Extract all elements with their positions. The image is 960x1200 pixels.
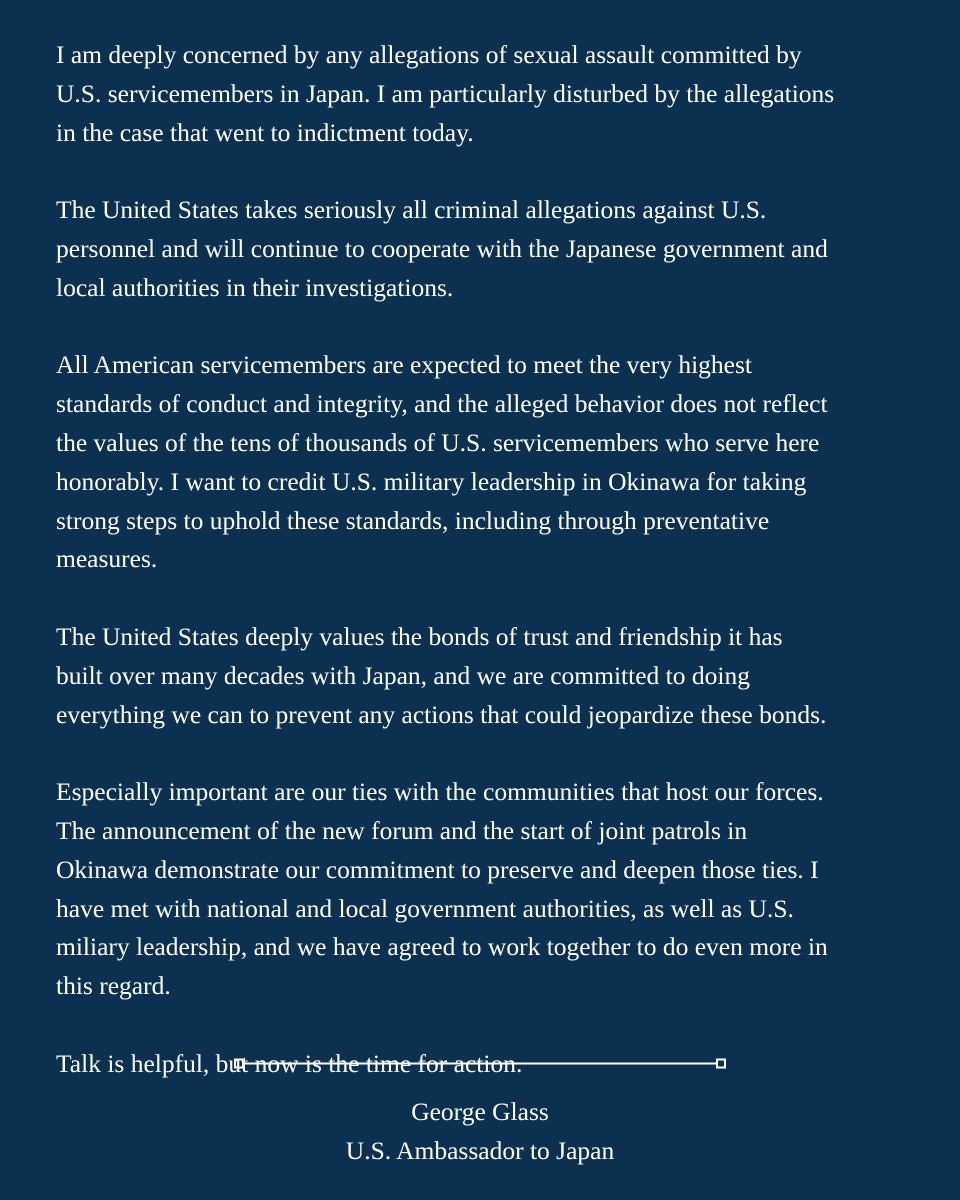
signature-name: George Glass xyxy=(411,1097,549,1126)
paragraph-line: All American servicemembers are expected to meet the very highest xyxy=(56,350,753,380)
statement-paragraph xyxy=(56,773,916,1006)
paragraph-line: the values of the tens of thousands of U.S. servicemembers who serve here xyxy=(56,427,820,457)
statement-body xyxy=(56,36,960,1084)
paragraph-line: I am deeply concerned by any allegations of sexual assault committed by xyxy=(56,40,802,69)
paragraph-line: personnel and will continue to cooperate with the Japanese government and xyxy=(56,233,828,263)
divider-right-endpoint xyxy=(717,1060,725,1068)
paragraph-line: local authorities in their investigations. xyxy=(56,272,454,302)
paragraph-line: measures. xyxy=(56,544,158,574)
paragraph-line: U.S. servicemembers in Japan. I am particularly disturbed by the allegations xyxy=(56,78,835,108)
paragraph-line: everything we can to prevent any actions that could jeopardize these bonds. xyxy=(56,699,827,729)
statement-paragraph xyxy=(56,618,916,734)
signature-title: U.S. Ambassador to Japan xyxy=(345,1136,615,1165)
signature-block xyxy=(0,1092,960,1170)
paragraph-line: built over many decades with Japan, and we are committed to doing xyxy=(56,660,750,690)
statement-paragraph xyxy=(56,36,916,152)
paragraph-line: in the case that went to indictment today. xyxy=(56,117,474,147)
signature-divider xyxy=(234,1057,726,1071)
paragraph-line: honorably. I want to credit U.S. military leadership in Okinawa for taking xyxy=(56,466,807,496)
paragraph-line: Especially important are our ties with the communities that host our forces. xyxy=(56,777,824,807)
paragraph-line: The United States takes seriously all criminal allegations against U.S. xyxy=(56,195,767,225)
paragraph-line: The United States deeply values the bonds of trust and friendship it has xyxy=(56,621,783,651)
paragraph-line: The announcement of the new forum and the start of joint patrols in xyxy=(56,815,748,845)
paragraph-line: Talk is helpful, but now is the time for action. xyxy=(56,1048,523,1078)
paragraph-line: standards of conduct and integrity, and the alleged behavior does not reflect xyxy=(56,389,828,419)
statement-paragraph xyxy=(56,346,916,579)
statement-paragraph xyxy=(56,191,916,307)
paragraph-line: this regard. xyxy=(56,971,171,1001)
paragraph-line: Okinawa demonstrate our commitment to preserve and deepen those ties. I xyxy=(56,854,819,884)
divider-left-endpoint xyxy=(235,1060,243,1068)
divider-line-icon xyxy=(234,1057,726,1071)
paragraph-line: strong steps to uphold these standards, including through preventative xyxy=(56,505,770,535)
paragraph-line: miliary leadership, and we have agreed to work together to do even more in xyxy=(56,932,828,962)
paragraph-line: have met with national and local government authorities, as well as U.S. xyxy=(56,893,794,923)
